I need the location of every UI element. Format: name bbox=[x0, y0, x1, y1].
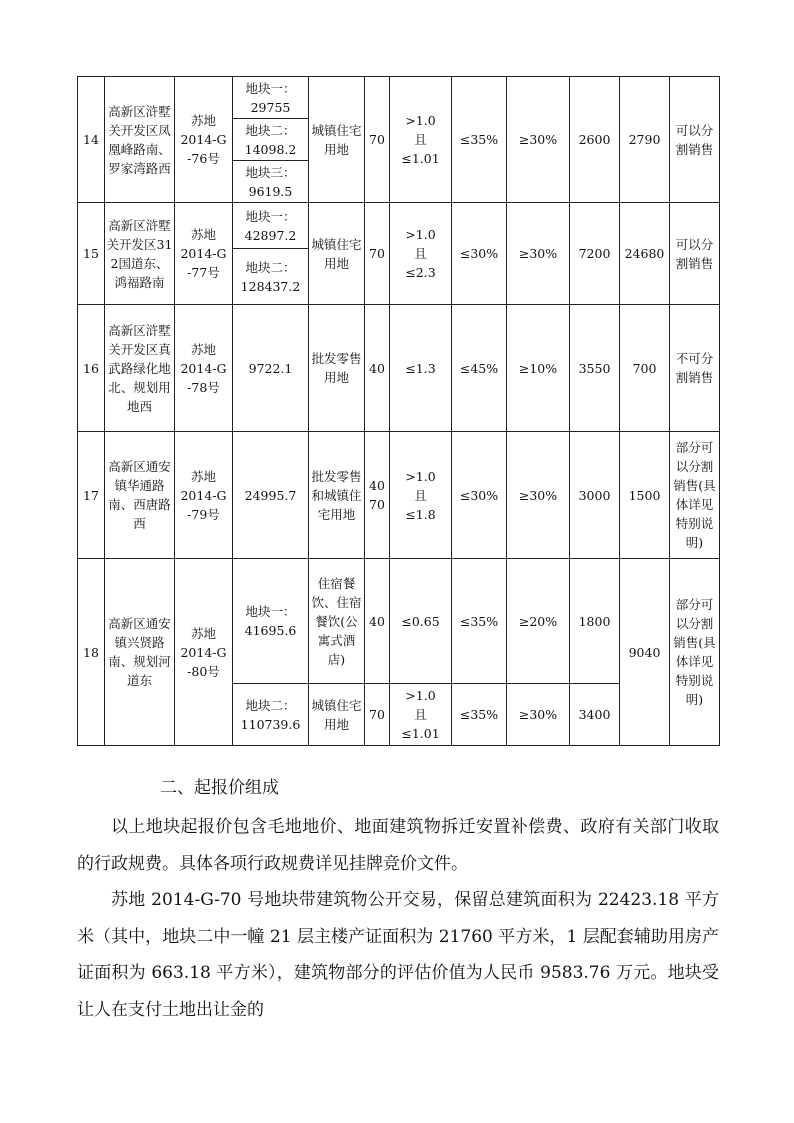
land-use: 批发零售用地 bbox=[309, 305, 365, 432]
deposit: 24680 bbox=[620, 203, 670, 305]
location-cell: 高新区通安镇兴贤路南、规划河道东 bbox=[105, 559, 175, 746]
use-years: 40 bbox=[365, 305, 390, 432]
parcel-code: 苏地 2014-G -77号 bbox=[175, 203, 233, 305]
table-row bbox=[78, 305, 720, 432]
start-price: 3550 bbox=[570, 305, 620, 432]
row-number: 14 bbox=[78, 77, 105, 203]
floor-area-ratio: ≤0.65 bbox=[390, 559, 452, 684]
location-cell: 高新区通安镇华通路南、西唐路西 bbox=[105, 432, 175, 559]
row-number: 17 bbox=[78, 432, 105, 559]
table-row bbox=[78, 559, 720, 684]
building-density: ≤35% bbox=[452, 559, 507, 684]
parcel-code: 苏地 2014-G -79号 bbox=[175, 432, 233, 559]
table-row bbox=[78, 203, 720, 249]
land-use: 城镇住宅用地 bbox=[309, 77, 365, 203]
row-number: 16 bbox=[78, 305, 105, 432]
lot-area: 地块二： 110739.6 bbox=[233, 684, 309, 746]
land-use: 城镇住宅用地 bbox=[309, 684, 365, 746]
green-ratio: ≥10% bbox=[507, 305, 570, 432]
building-density: ≤30% bbox=[452, 432, 507, 559]
location-cell: 高新区浒墅关开发区真武路绿化地北、规划用地西 bbox=[105, 305, 175, 432]
row-number: 18 bbox=[78, 559, 105, 746]
paragraph: 以上地块起报价包含毛地地价、地面建筑物拆迁安置补偿费、政府有关部门收取的行政规费。具体各项行政规费详见挂牌竞价文件。 bbox=[77, 817, 719, 874]
table-row bbox=[78, 77, 720, 119]
sale-terms: 部分可以分割销售(具体详见特别说明) bbox=[670, 559, 720, 746]
lot-area: 24995.7 bbox=[233, 432, 309, 559]
sale-terms: 部分可以分割销售(具体详见特别说明) bbox=[670, 432, 720, 559]
location-cell: 高新区浒墅关开发区312国道东、鸿福路南 bbox=[105, 203, 175, 305]
start-price: 2600 bbox=[570, 77, 620, 203]
section-body bbox=[77, 809, 719, 1028]
lot-area: 地块一： 41695.6 bbox=[233, 559, 309, 684]
green-ratio: ≥20% bbox=[507, 559, 570, 684]
use-years: 70 bbox=[365, 77, 390, 203]
building-density: ≤45% bbox=[452, 305, 507, 432]
parcel-code: 苏地 2014-G -76号 bbox=[175, 77, 233, 203]
parcel-code: 苏地 2014-G -80号 bbox=[175, 559, 233, 746]
use-years: 70 bbox=[365, 684, 390, 746]
use-years: 40 70 bbox=[365, 432, 390, 559]
lot-area: 地块一： 29755 bbox=[233, 77, 309, 119]
start-price: 7200 bbox=[570, 203, 620, 305]
deposit: 2790 bbox=[620, 77, 670, 203]
floor-area-ratio: >1.0 且 ≤1.01 bbox=[390, 77, 452, 203]
sale-terms: 可以分割销售 bbox=[670, 77, 720, 203]
use-years: 70 bbox=[365, 203, 390, 305]
building-density: ≤35% bbox=[452, 77, 507, 203]
deposit: 1500 bbox=[620, 432, 670, 559]
section-heading: 二、起报价组成 bbox=[160, 778, 279, 798]
lot-area: 地块一： 42897.2 bbox=[233, 203, 309, 249]
land-use: 城镇住宅用地 bbox=[309, 203, 365, 305]
start-price: 3000 bbox=[570, 432, 620, 559]
paragraph: 苏地 2014-G-70 号地块带建筑物公开交易，保留总建筑面积为 22423.18 平方米（其中，地块二中一幢 21 层主楼产证面积为 21760 平方米，1 层配套辅助用房产证面积为 663.18 平方米），建筑物部分的评估价值为人民币 9583.76 万元。地块受让人在支付土地出让金的 bbox=[77, 890, 719, 1020]
green-ratio: ≥30% bbox=[507, 432, 570, 559]
location-cell: 高新区浒墅关开发区凤凰峰路南、罗家湾路西 bbox=[105, 77, 175, 203]
green-ratio: ≥30% bbox=[507, 203, 570, 305]
building-density: ≤30% bbox=[452, 203, 507, 305]
floor-area-ratio: ≤1.3 bbox=[390, 305, 452, 432]
row-number: 15 bbox=[78, 203, 105, 305]
lot-area: 9722.1 bbox=[233, 305, 309, 432]
lot-area: 地块二： 128437.2 bbox=[233, 249, 309, 305]
floor-area-ratio: >1.0 且 ≤2.3 bbox=[390, 203, 452, 305]
deposit: 9040 bbox=[620, 559, 670, 746]
start-price: 3400 bbox=[570, 684, 620, 746]
deposit: 700 bbox=[620, 305, 670, 432]
start-price: 1800 bbox=[570, 559, 620, 684]
land-parcel-table bbox=[77, 76, 720, 746]
table-row bbox=[78, 432, 720, 559]
land-use: 住宿餐饮、住宿餐饮(公寓式酒店) bbox=[309, 559, 365, 684]
sale-terms: 不可分割销售 bbox=[670, 305, 720, 432]
land-use: 批发零售和城镇住宅用地 bbox=[309, 432, 365, 559]
green-ratio: ≥30% bbox=[507, 684, 570, 746]
floor-area-ratio: >1.0 且 ≤1.01 bbox=[390, 684, 452, 746]
parcel-code: 苏地 2014-G -78号 bbox=[175, 305, 233, 432]
use-years: 40 bbox=[365, 559, 390, 684]
lot-area: 地块二： 14098.2 bbox=[233, 119, 309, 161]
building-density: ≤35% bbox=[452, 684, 507, 746]
green-ratio: ≥30% bbox=[507, 77, 570, 203]
lot-area: 地块三： 9619.5 bbox=[233, 161, 309, 203]
floor-area-ratio: >1.0 且 ≤1.8 bbox=[390, 432, 452, 559]
sale-terms: 可以分割销售 bbox=[670, 203, 720, 305]
